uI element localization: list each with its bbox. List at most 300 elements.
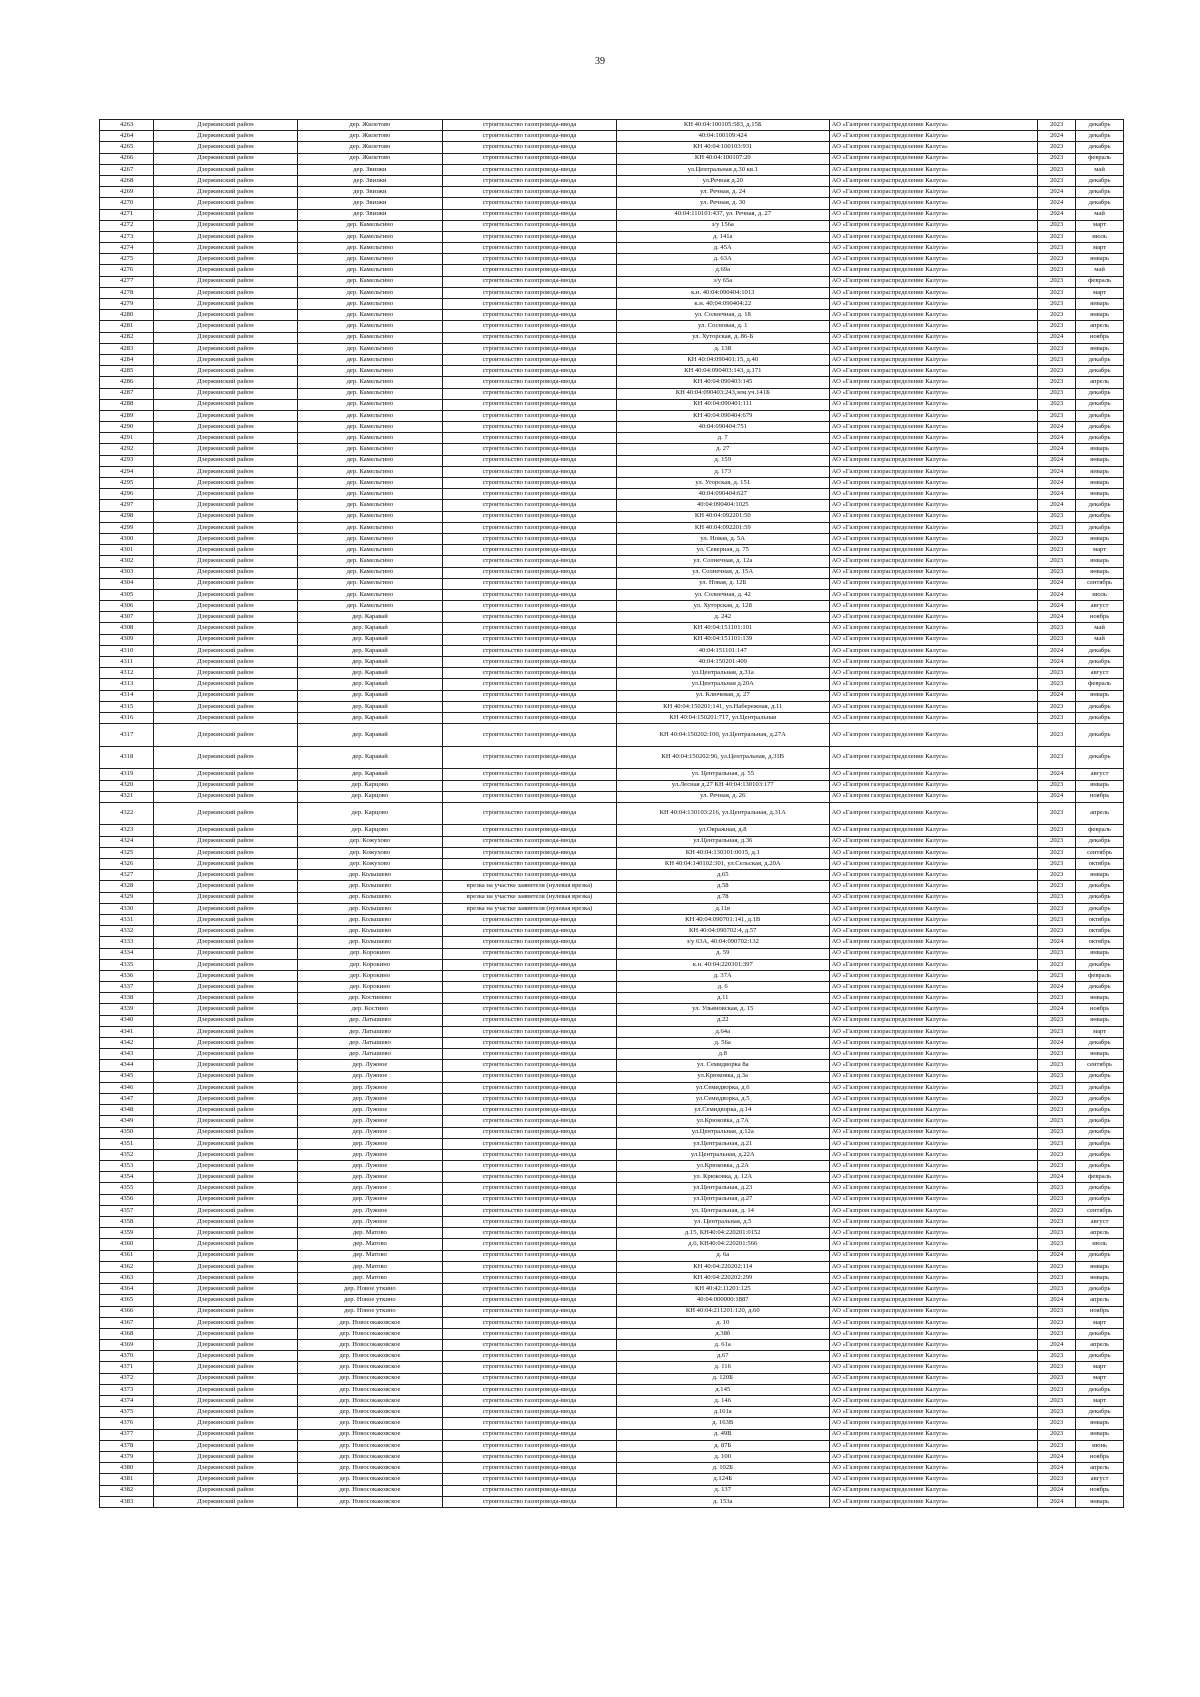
month-cell: март	[1076, 1373, 1124, 1384]
year-cell: 2024	[1038, 1295, 1076, 1306]
month-cell: март	[1076, 1362, 1124, 1373]
table-row	[100, 690, 1124, 701]
work-type-cell: строительство газопровода-ввода	[443, 612, 617, 623]
year-cell: 2023	[1038, 1205, 1076, 1216]
address-cell: КН 40:04:092201:59	[616, 522, 829, 533]
row-number: 4370	[100, 1351, 154, 1362]
row-number: 4263	[100, 120, 154, 131]
locality-cell: дер. Лужное	[297, 1082, 443, 1093]
month-cell: май	[1076, 164, 1124, 175]
organization-cell: АО «Газпром газораспределение Калуга»	[829, 1071, 1037, 1082]
table-row	[100, 892, 1124, 903]
table-row	[100, 1149, 1124, 1160]
work-type-cell: строительство газопровода-ввода	[443, 567, 617, 578]
row-number: 4308	[100, 623, 154, 634]
organization-cell: АО «Газпром газораспределение Калуга»	[829, 1026, 1037, 1037]
address-cell: д.65	[616, 870, 829, 881]
work-type-cell: строительство газопровода-ввода	[443, 701, 617, 712]
row-number: 4347	[100, 1093, 154, 1104]
locality-cell: дер. Камельгино	[297, 422, 443, 433]
work-type-cell: строительство газопровода-ввода	[443, 1362, 617, 1373]
district-cell: Дзержинский район	[154, 791, 297, 802]
address-cell: КН 40:04:150201:717, ул.Центральная	[616, 712, 829, 723]
address-cell: ул.Центральная, д.31а	[616, 668, 829, 679]
table-row	[100, 926, 1124, 937]
table-row	[100, 1295, 1124, 1306]
work-type-cell: строительство газопровода-ввода	[443, 1127, 617, 1138]
district-cell: Дзержинский район	[154, 567, 297, 578]
address-cell: д. 49В	[616, 1429, 829, 1440]
month-cell: декабрь	[1076, 1149, 1124, 1160]
month-cell: декабрь	[1076, 1161, 1124, 1172]
row-number: 4345	[100, 1071, 154, 1082]
locality-cell: дер. Лужное	[297, 1217, 443, 1228]
month-cell: январь	[1076, 870, 1124, 881]
month-cell: декабрь	[1076, 1138, 1124, 1149]
district-cell: Дзержинский район	[154, 422, 297, 433]
table-row	[100, 1127, 1124, 1138]
work-type-cell: строительство газопровода-ввода	[443, 1194, 617, 1205]
row-number: 4265	[100, 142, 154, 153]
year-cell: 2023	[1038, 1228, 1076, 1239]
work-type-cell: строительство газопровода-ввода	[443, 791, 617, 802]
address-cell: ул. Центральная, д. 55	[616, 769, 829, 780]
row-number: 4346	[100, 1082, 154, 1093]
row-number: 4335	[100, 959, 154, 970]
table-row	[100, 1071, 1124, 1082]
row-number: 4280	[100, 310, 154, 321]
table-row	[100, 791, 1124, 802]
locality-cell: дер. Матово	[297, 1272, 443, 1283]
organization-cell: АО «Газпром газораспределение Калуга»	[829, 1161, 1037, 1172]
year-cell: 2023	[1038, 410, 1076, 421]
address-cell: ул.Семидворка, д.6	[616, 1082, 829, 1093]
month-cell: апрель	[1076, 377, 1124, 388]
month-cell: январь	[1076, 556, 1124, 567]
table-row	[100, 1250, 1124, 1261]
work-type-cell: строительство газопровода-ввода	[443, 1082, 617, 1093]
month-cell: декабрь	[1076, 959, 1124, 970]
month-cell: январь	[1076, 299, 1124, 310]
address-cell: КН 40:42:11201:125	[616, 1284, 829, 1295]
table-row	[100, 769, 1124, 780]
organization-cell: АО «Газпром газораспределение Калуга»	[829, 892, 1037, 903]
row-number: 4332	[100, 926, 154, 937]
work-type-cell: строительство газопровода-ввода	[443, 366, 617, 377]
organization-cell: АО «Газпром газораспределение Калуга»	[829, 948, 1037, 959]
table-row	[100, 589, 1124, 600]
district-cell: Дзержинский район	[154, 1228, 297, 1239]
district-cell: Дзержинский район	[154, 701, 297, 712]
year-cell: 2023	[1038, 1161, 1076, 1172]
month-cell: декабрь	[1076, 746, 1124, 769]
page-number: 39	[595, 56, 605, 67]
work-type-cell: строительство газопровода-ввода	[443, 926, 617, 937]
organization-cell: АО «Газпром газораспределение Калуга»	[829, 1205, 1037, 1216]
work-type-cell: строительство газопровода-ввода	[443, 802, 617, 825]
month-cell: ноябрь	[1076, 332, 1124, 343]
year-cell: 2024	[1038, 937, 1076, 948]
year-cell: 2024	[1038, 500, 1076, 511]
work-type-cell: строительство газопровода-ввода	[443, 1172, 617, 1183]
work-type-cell: строительство газопровода-ввода	[443, 937, 617, 948]
table-row	[100, 1418, 1124, 1429]
table-row	[100, 343, 1124, 354]
year-cell: 2024	[1038, 422, 1076, 433]
district-cell: Дзержинский район	[154, 746, 297, 769]
locality-cell: дер. Каравай	[297, 701, 443, 712]
registry-body	[100, 120, 1124, 1508]
month-cell: декабрь	[1076, 388, 1124, 399]
locality-cell: дер. Лужное	[297, 1183, 443, 1194]
organization-cell: АО «Газпром газораспределение Калуга»	[829, 601, 1037, 612]
work-type-cell: строительство газопровода-ввода	[443, 522, 617, 533]
address-cell: д. 116	[616, 1362, 829, 1373]
month-cell: март	[1076, 545, 1124, 556]
address-cell: ул. Угорская, д. 151	[616, 478, 829, 489]
address-cell: ул. Центральная, д. 14	[616, 1205, 829, 1216]
address-cell: 40:04:000000:1887	[616, 1295, 829, 1306]
locality-cell: дер. Новосокаковское	[297, 1373, 443, 1384]
row-number: 4371	[100, 1362, 154, 1373]
work-type-cell: строительство газопровода-ввода	[443, 724, 617, 747]
district-cell: Дзержинский район	[154, 489, 297, 500]
row-number: 4299	[100, 522, 154, 533]
district-cell: Дзержинский район	[154, 1474, 297, 1485]
year-cell: 2023	[1038, 164, 1076, 175]
organization-cell: АО «Газпром газораспределение Калуга»	[829, 1105, 1037, 1116]
row-number: 4309	[100, 634, 154, 645]
row-number: 4282	[100, 332, 154, 343]
district-cell: Дзержинский район	[154, 1205, 297, 1216]
locality-cell: дер. Латышево	[297, 1015, 443, 1026]
district-cell: Дзержинский район	[154, 1496, 297, 1507]
year-cell: 2024	[1038, 791, 1076, 802]
address-cell: КН 40:04:100103:931	[616, 142, 829, 153]
district-cell: Дзержинский район	[154, 276, 297, 287]
organization-cell: АО «Газпром газораспределение Калуга»	[829, 1317, 1037, 1328]
work-type-cell: строительство газопровода-ввода	[443, 914, 617, 925]
table-row	[100, 1474, 1124, 1485]
locality-cell: дер. Каравай	[297, 769, 443, 780]
year-cell: 2023	[1038, 724, 1076, 747]
locality-cell: дер. Корокино	[297, 948, 443, 959]
month-cell: январь	[1076, 1049, 1124, 1060]
year-cell: 2023	[1038, 120, 1076, 131]
year-cell: 2024	[1038, 1496, 1076, 1507]
locality-cell: дер. Карцово	[297, 802, 443, 825]
work-type-cell: строительство газопровода-ввода	[443, 769, 617, 780]
work-type-cell: строительство газопровода-ввода	[443, 478, 617, 489]
address-cell: д. 7	[616, 433, 829, 444]
district-cell: Дзержинский район	[154, 1373, 297, 1384]
address-cell: ул. Солнечная, д. 15А	[616, 567, 829, 578]
organization-cell: АО «Газпром газораспределение Калуга»	[829, 343, 1037, 354]
locality-cell: дер. Лужное	[297, 1149, 443, 1160]
work-type-cell: строительство газопровода-ввода	[443, 859, 617, 870]
year-cell: 2024	[1038, 589, 1076, 600]
row-number: 4326	[100, 859, 154, 870]
district-cell: Дзержинский район	[154, 545, 297, 556]
locality-cell: дер. Каравай	[297, 690, 443, 701]
work-type-cell: строительство газопровода-ввода	[443, 1440, 617, 1451]
work-type-cell: строительство газопровода-ввода	[443, 1384, 617, 1395]
month-cell: декабрь	[1076, 1284, 1124, 1295]
locality-cell: дер. Карцово	[297, 825, 443, 836]
address-cell: КН 40:04:090702:4, д.57	[616, 926, 829, 937]
year-cell: 2024	[1038, 478, 1076, 489]
district-cell: Дзержинский район	[154, 1317, 297, 1328]
work-type-cell: строительство газопровода-ввода	[443, 153, 617, 164]
year-cell: 2023	[1038, 545, 1076, 556]
locality-cell: дер. Новосокаковское	[297, 1317, 443, 1328]
locality-cell: дер. Камельгино	[297, 220, 443, 231]
row-number: 4328	[100, 881, 154, 892]
table-row	[100, 1082, 1124, 1093]
row-number: 4323	[100, 825, 154, 836]
organization-cell: АО «Газпром газораспределение Калуга»	[829, 209, 1037, 220]
year-cell: 2023	[1038, 220, 1076, 231]
address-cell: 40:04:100109:424	[616, 131, 829, 142]
table-row	[100, 847, 1124, 858]
work-type-cell: строительство газопровода-ввода	[443, 164, 617, 175]
year-cell: 2023	[1038, 1418, 1076, 1429]
work-type-cell: строительство газопровода-ввода	[443, 578, 617, 589]
organization-cell: АО «Газпром газораспределение Калуга»	[829, 1496, 1037, 1507]
row-number: 4286	[100, 377, 154, 388]
month-cell: февраль	[1076, 679, 1124, 690]
work-type-cell: строительство газопровода-ввода	[443, 489, 617, 500]
address-cell: КН 40:04:100107:20	[616, 153, 829, 164]
year-cell: 2024	[1038, 209, 1076, 220]
address-cell: д.64а	[616, 1026, 829, 1037]
year-cell: 2023	[1038, 1306, 1076, 1317]
organization-cell: АО «Газпром газораспределение Калуга»	[829, 1384, 1037, 1395]
table-row	[100, 1217, 1124, 1228]
table-row	[100, 1183, 1124, 1194]
locality-cell: дер. Камельгино	[297, 388, 443, 399]
month-cell: март	[1076, 220, 1124, 231]
work-type-cell: строительство газопровода-ввода	[443, 276, 617, 287]
month-cell: август	[1076, 668, 1124, 679]
address-cell: ул.Центральная, д.12а	[616, 1127, 829, 1138]
row-number: 4316	[100, 712, 154, 723]
table-row	[100, 1396, 1124, 1407]
row-number: 4293	[100, 455, 154, 466]
year-cell: 2024	[1038, 1340, 1076, 1351]
work-type-cell: строительство газопровода-ввода	[443, 332, 617, 343]
row-number: 4331	[100, 914, 154, 925]
organization-cell: АО «Газпром газораспределение Калуга»	[829, 1306, 1037, 1317]
locality-cell: дер. Камельгино	[297, 287, 443, 298]
organization-cell: АО «Газпром газораспределение Калуга»	[829, 1463, 1037, 1474]
year-cell: 2023	[1038, 1194, 1076, 1205]
month-cell: февраль	[1076, 1172, 1124, 1183]
year-cell: 2023	[1038, 556, 1076, 567]
month-cell: январь	[1076, 1261, 1124, 1272]
table-row	[100, 668, 1124, 679]
organization-cell: АО «Газпром газораспределение Калуга»	[829, 500, 1037, 511]
locality-cell: дер. Звизжи	[297, 198, 443, 209]
work-type-cell: строительство газопровода-ввода	[443, 634, 617, 645]
year-cell: 2024	[1038, 332, 1076, 343]
district-cell: Дзержинский район	[154, 914, 297, 925]
locality-cell: дер. Латышево	[297, 1049, 443, 1060]
locality-cell: дер. Камельгино	[297, 433, 443, 444]
address-cell: КН 40:04:090403:143, д.171	[616, 366, 829, 377]
work-type-cell: строительство газопровода-ввода	[443, 1217, 617, 1228]
organization-cell: АО «Газпром газораспределение Калуга»	[829, 1418, 1037, 1429]
table-row	[100, 1161, 1124, 1172]
locality-cell: дер. Матово	[297, 1239, 443, 1250]
work-type-cell: строительство газопровода-ввода	[443, 1239, 617, 1250]
work-type-cell: строительство газопровода-ввода	[443, 1060, 617, 1071]
work-type-cell: строительство газопровода-ввода	[443, 1004, 617, 1015]
month-cell: январь	[1076, 1429, 1124, 1440]
address-cell: д. 102Б	[616, 1463, 829, 1474]
district-cell: Дзержинский район	[154, 903, 297, 914]
month-cell: август	[1076, 1474, 1124, 1485]
table-row	[100, 175, 1124, 186]
district-cell: Дзержинский район	[154, 1015, 297, 1026]
month-cell: февраль	[1076, 825, 1124, 836]
row-number: 4274	[100, 243, 154, 254]
work-type-cell: строительство газопровода-ввода	[443, 310, 617, 321]
month-cell: декабрь	[1076, 366, 1124, 377]
work-type-cell: врезка на участке заявителя (нулевая врезка)	[443, 881, 617, 892]
month-cell: сентябрь	[1076, 578, 1124, 589]
locality-cell: дер. Лужное	[297, 1071, 443, 1082]
year-cell: 2023	[1038, 1138, 1076, 1149]
work-type-cell: строительство газопровода-ввода	[443, 120, 617, 131]
month-cell: март	[1076, 1396, 1124, 1407]
work-type-cell: строительство газопровода-ввода	[443, 287, 617, 298]
district-cell: Дзержинский район	[154, 511, 297, 522]
year-cell: 2023	[1038, 1082, 1076, 1093]
table-row	[100, 1205, 1124, 1216]
organization-cell: АО «Газпром газораспределение Калуга»	[829, 422, 1037, 433]
month-cell: декабрь	[1076, 1328, 1124, 1339]
district-cell: Дзержинский район	[154, 120, 297, 131]
locality-cell: дер. Новосокаковское	[297, 1340, 443, 1351]
locality-cell: дер. Камельгино	[297, 366, 443, 377]
year-cell: 2023	[1038, 634, 1076, 645]
locality-cell: дер. Звизжи	[297, 209, 443, 220]
month-cell: январь	[1076, 780, 1124, 791]
year-cell: 2024	[1038, 982, 1076, 993]
organization-cell: АО «Газпром газораспределение Калуга»	[829, 623, 1037, 634]
year-cell: 2023	[1038, 668, 1076, 679]
district-cell: Дзержинский район	[154, 1463, 297, 1474]
year-cell: 2023	[1038, 948, 1076, 959]
locality-cell: дер. Каравай	[297, 712, 443, 723]
row-number: 4339	[100, 1004, 154, 1015]
work-type-cell: строительство газопровода-ввода	[443, 668, 617, 679]
organization-cell: АО «Газпром газораспределение Калуга»	[829, 1004, 1037, 1015]
row-number: 4268	[100, 175, 154, 186]
organization-cell: АО «Газпром газораспределение Калуга»	[829, 847, 1037, 858]
year-cell: 2023	[1038, 276, 1076, 287]
address-cell: ул.Крюковка, д.2А	[616, 1161, 829, 1172]
year-cell: 2024	[1038, 1485, 1076, 1496]
table-row	[100, 679, 1124, 690]
month-cell: декабрь	[1076, 500, 1124, 511]
district-cell: Дзержинский район	[154, 769, 297, 780]
organization-cell: АО «Газпром газораспределение Калуга»	[829, 1396, 1037, 1407]
organization-cell: АО «Газпром газораспределение Калуга»	[829, 299, 1037, 310]
locality-cell: дер. Камельгино	[297, 265, 443, 276]
row-number: 4362	[100, 1261, 154, 1272]
row-number: 4283	[100, 343, 154, 354]
table-row	[100, 455, 1124, 466]
organization-cell: АО «Газпром газораспределение Калуга»	[829, 982, 1037, 993]
work-type-cell: строительство газопровода-ввода	[443, 422, 617, 433]
table-row	[100, 825, 1124, 836]
organization-cell: АО «Газпром газораспределение Калуга»	[829, 243, 1037, 254]
month-cell: декабрь	[1076, 1116, 1124, 1127]
year-cell: 2024	[1038, 1463, 1076, 1474]
month-cell: январь	[1076, 478, 1124, 489]
year-cell: 2024	[1038, 433, 1076, 444]
year-cell: 2023	[1038, 153, 1076, 164]
locality-cell: дер. Новосокаковское	[297, 1485, 443, 1496]
district-cell: Дзержинский район	[154, 847, 297, 858]
locality-cell: дер. Новосокаковское	[297, 1407, 443, 1418]
month-cell: декабрь	[1076, 422, 1124, 433]
month-cell: декабрь	[1076, 1093, 1124, 1104]
locality-cell: дер. Латышево	[297, 1026, 443, 1037]
organization-cell: АО «Газпром газораспределение Калуга»	[829, 926, 1037, 937]
row-number: 4330	[100, 903, 154, 914]
organization-cell: АО «Газпром газораспределение Калуга»	[829, 769, 1037, 780]
address-cell: ул. Ключевая, д. 27	[616, 690, 829, 701]
address-cell: ул.Крюковка, д.7А	[616, 1116, 829, 1127]
year-cell: 2024	[1038, 455, 1076, 466]
month-cell: январь	[1076, 455, 1124, 466]
address-cell: КН 40:04:150202:100, ул.Центральная, д.27А	[616, 724, 829, 747]
locality-cell: дер. Камельгино	[297, 343, 443, 354]
month-cell: декабрь	[1076, 175, 1124, 186]
table-row	[100, 198, 1124, 209]
row-number: 4319	[100, 769, 154, 780]
work-type-cell: строительство газопровода-ввода	[443, 198, 617, 209]
address-cell: ул.Речная д.20	[616, 175, 829, 186]
work-type-cell: строительство газопровода-ввода	[443, 1250, 617, 1261]
organization-cell: АО «Газпром газораспределение Калуга»	[829, 1127, 1037, 1138]
locality-cell: дер. Камельгино	[297, 377, 443, 388]
work-type-cell: строительство газопровода-ввода	[443, 1038, 617, 1049]
work-type-cell: строительство газопровода-ввода	[443, 511, 617, 522]
district-cell: Дзержинский район	[154, 1407, 297, 1418]
row-number: 4364	[100, 1284, 154, 1295]
table-row	[100, 914, 1124, 925]
month-cell: ноябрь	[1076, 612, 1124, 623]
table-row	[100, 1093, 1124, 1104]
district-cell: Дзержинский район	[154, 500, 297, 511]
organization-cell: АО «Газпром газораспределение Калуга»	[829, 556, 1037, 567]
work-type-cell: строительство газопровода-ввода	[443, 836, 617, 847]
year-cell: 2023	[1038, 1105, 1076, 1116]
month-cell: декабрь	[1076, 1038, 1124, 1049]
row-number: 4365	[100, 1295, 154, 1306]
district-cell: Дзержинский район	[154, 433, 297, 444]
work-type-cell: строительство газопровода-ввода	[443, 623, 617, 634]
month-cell: декабрь	[1076, 1250, 1124, 1261]
year-cell: 2023	[1038, 1026, 1076, 1037]
work-type-cell: строительство газопровода-ввода	[443, 1485, 617, 1496]
table-row	[100, 1026, 1124, 1037]
year-cell: 2023	[1038, 746, 1076, 769]
